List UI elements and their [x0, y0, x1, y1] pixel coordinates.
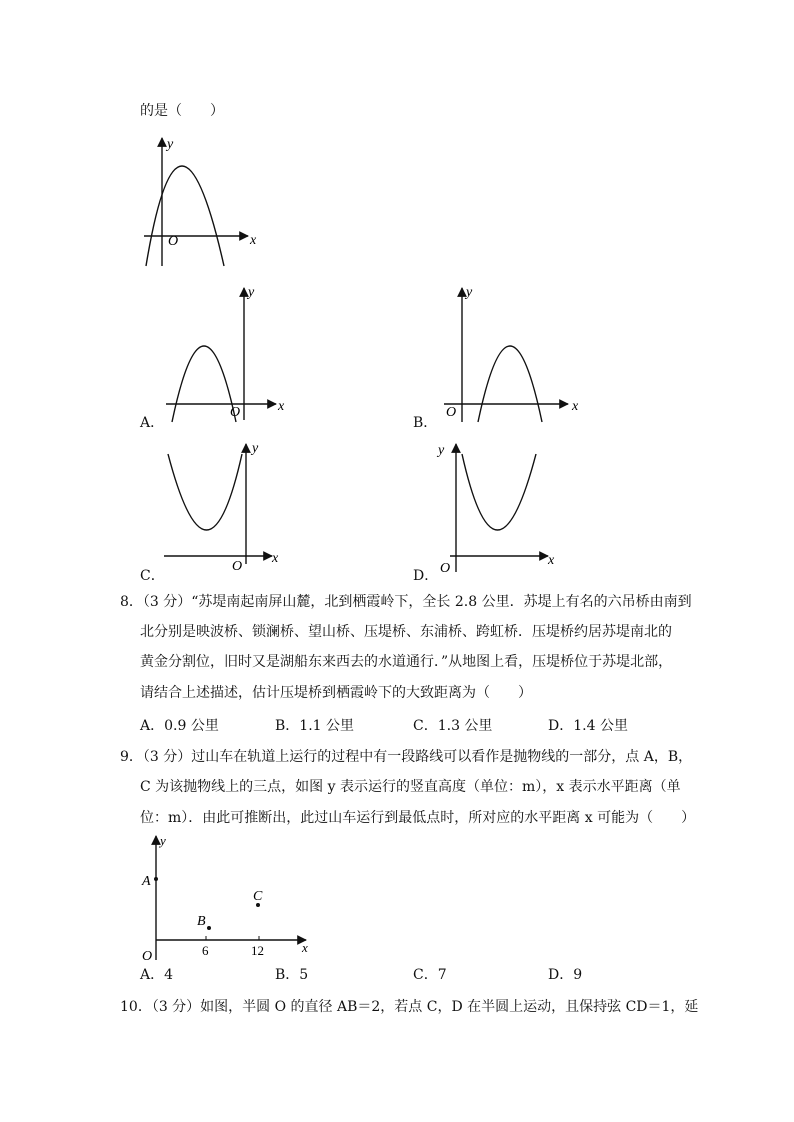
point-a-label: A: [142, 874, 151, 889]
q9-line-1: 9．（3 分）过山车在轨道上运行的过程中有一段路线可以看作是抛物线的一部分，点 A，B，: [120, 749, 693, 765]
origin-label: O: [168, 234, 179, 249]
q7-option-d-label[interactable]: D．: [413, 568, 439, 584]
origin-label: O: [440, 561, 451, 576]
y-label: y: [438, 443, 445, 458]
y-label: y: [167, 137, 174, 152]
point-b: [207, 926, 211, 930]
y-label: y: [252, 441, 259, 456]
q7-option-b-graph: [440, 282, 590, 427]
y-label: y: [248, 285, 255, 300]
parabola-curve: [168, 454, 242, 530]
origin-label: O: [142, 949, 153, 964]
q8-line-1: 8．（3 分）“苏堤南起南屏山麓，北到栖霞岭下，全长 2.8 公里．苏堤上有名的六吊桥由南到: [120, 594, 692, 610]
q7-stem-tail: 的是（ ）: [140, 103, 224, 119]
point-b-label: B: [197, 914, 206, 929]
point-c-label: C: [253, 889, 263, 904]
parabola-curve: [462, 454, 536, 530]
q8-option-b[interactable]: B．1.1 公里: [275, 718, 355, 734]
q7-option-a-label[interactable]: A．: [140, 415, 165, 431]
point-a: [154, 877, 158, 881]
origin-label: O: [446, 405, 457, 420]
q7-option-b-label[interactable]: B．: [413, 415, 438, 431]
parabola-curve: [478, 346, 542, 422]
x-label: x: [272, 551, 279, 566]
origin-label: O: [230, 405, 241, 420]
tick-12-label: 12: [251, 943, 264, 958]
q10-line-1: 10．（3 分）如图，半圆 O 的直径 AB＝2，若点 C，D 在半圆上运动，且保持弦 CD＝1，延: [120, 999, 699, 1015]
y-label: y: [160, 833, 166, 848]
q8-line-3: 黄金分割位，旧时又是湖船东来西去的水道通行．”从地图上看，压堤桥位于苏堤北部，: [140, 654, 673, 670]
q9-option-c[interactable]: C．7: [413, 967, 447, 983]
q8-option-a[interactable]: A．0.9 公里: [140, 718, 219, 734]
q7-option-c-graph: [160, 438, 290, 578]
x-label: x: [278, 399, 285, 414]
q9-coaster-graph: [138, 830, 328, 965]
q9-line-2: C 为该抛物线上的三点，如图 y 表示运行的竖直高度（单位：m），x 表示水平距离（单: [140, 779, 681, 795]
q7-option-c-label[interactable]: C．: [140, 568, 165, 584]
parabola-curve: [146, 166, 224, 266]
q9-option-d[interactable]: D．9: [548, 967, 583, 983]
parabola-curve: [172, 346, 236, 422]
q7-option-d-graph: [436, 438, 566, 578]
q8-line-2: 北分别是映波桥、锁澜桥、望山桥、压堤桥、东浦桥、跨虹桥．压堤桥约居苏堤南北的: [140, 624, 672, 640]
q9-option-b[interactable]: B．5: [275, 967, 309, 983]
q7-reference-graph: [138, 132, 268, 272]
q8-option-c[interactable]: C．1.3 公里: [413, 718, 493, 734]
x-label: x: [302, 940, 308, 955]
q8-option-d[interactable]: D．1.4 公里: [548, 718, 628, 734]
q7-option-a-graph: [160, 282, 300, 427]
tick-6-label: 6: [202, 943, 209, 958]
q9-line-3: 位：m）．由此可推断出，此过山车运行到最低点时，所对应的水平距离 x 可能为（ ）: [140, 810, 696, 826]
x-label: x: [548, 553, 555, 568]
origin-label: O: [232, 559, 243, 574]
q8-line-4: 请结合上述描述，估计压堤桥到栖霞岭下的大致距离为（ ）: [140, 685, 532, 701]
x-label: x: [572, 399, 579, 414]
q9-option-a[interactable]: A．4: [140, 967, 174, 983]
x-label: x: [250, 233, 257, 248]
y-label: y: [466, 285, 473, 300]
